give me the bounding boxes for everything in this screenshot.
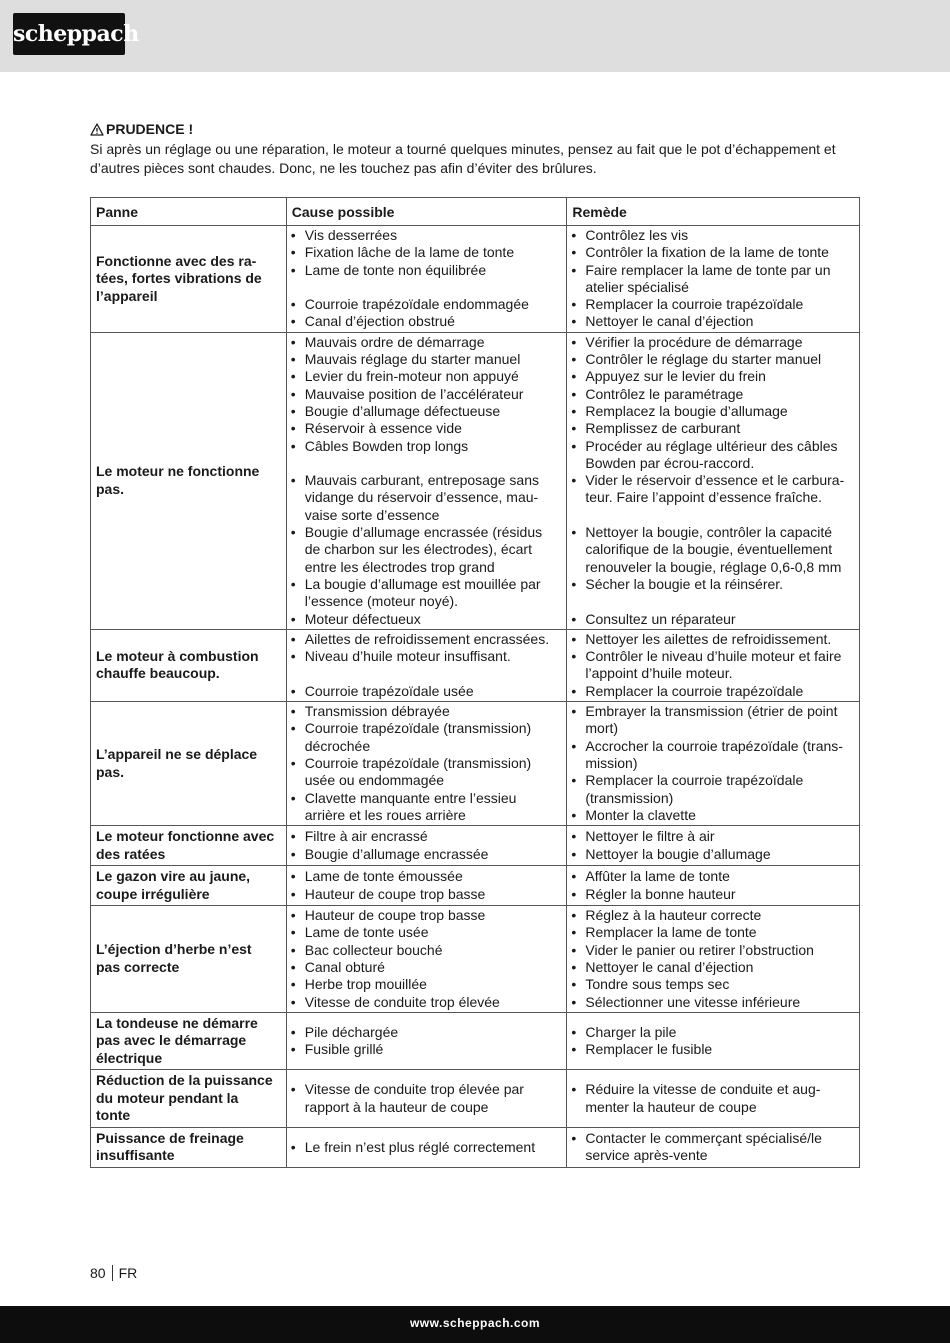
brand-name: scheppach [13, 21, 139, 47]
bullet-icon: • [290, 368, 296, 385]
item-text: Moteur défectueux [304, 610, 421, 627]
item-text: Le frein n’est plus réglé correctement [304, 1138, 536, 1155]
cause-item [291, 244, 563, 261]
fault-label: Fonctionne avec des ra- tées, fortes vibrations de l’appareil [96, 252, 262, 304]
item-text: Faire remplacer la lame de tonte par un atelier spécialisé [585, 261, 831, 295]
bullet-icon: • [571, 806, 577, 823]
cause-cell [286, 702, 567, 826]
bullet-icon: • [571, 868, 577, 885]
item-text: Vitesse de conduite trop élevée par rapport à la hauteur de coupe [304, 1081, 524, 1115]
bullet-icon: • [571, 1081, 577, 1098]
cause-item [291, 334, 563, 351]
table-row [91, 866, 860, 906]
fault-cell [91, 1127, 287, 1167]
list-spacer [291, 665, 563, 682]
item-text: Sélectionner une vitesse inférieure [585, 993, 801, 1010]
header-band [0, 0, 950, 72]
item-text: Transmission débrayée [304, 703, 450, 720]
caution-text: Si après un réglage ou une réparation, le moteur a tourné quelques minutes, pensez au fait que le pot d’échappement et d’autres pièces sont chaudes. Donc, ne les touchez pas afin d’éviter des brûlures. [90, 141, 836, 176]
cause-cell [286, 1070, 567, 1128]
cause-cell [286, 866, 567, 906]
remedy-item [571, 631, 855, 648]
fault-cell [91, 629, 287, 701]
list-spacer [571, 507, 855, 524]
remedy-item [571, 244, 855, 261]
remedy-item [571, 472, 855, 507]
remedy-item [571, 334, 855, 351]
item-text: Affûter la lame de tonte [585, 868, 730, 885]
bullet-icon: • [290, 845, 296, 862]
item-text: Lame de tonte usée [304, 924, 429, 941]
cause-item [291, 262, 563, 279]
bullet-icon: • [290, 1041, 296, 1058]
remedy-item [571, 772, 855, 807]
item-text: Embrayer la transmission (étrier de point mort) [585, 703, 838, 737]
page-number: 80 [90, 1265, 106, 1281]
list-spacer [291, 279, 563, 296]
bullet-icon: • [571, 772, 577, 789]
caution-block [90, 120, 865, 178]
warning-triangle-icon [90, 123, 104, 136]
cause-item [291, 683, 563, 700]
cause-item [291, 703, 563, 720]
item-text: Remplacer la courroie trapézoïdale (transmission) [585, 772, 804, 806]
bullet-icon: • [290, 630, 296, 647]
table-row [91, 1070, 860, 1128]
remedy-item [571, 1024, 855, 1041]
bullet-icon: • [290, 682, 296, 699]
remedy-item [571, 886, 855, 903]
bullet-icon: • [571, 385, 577, 402]
remedy-item [571, 368, 855, 385]
item-text: Nettoyer le filtre à air [585, 828, 715, 845]
table-row [91, 332, 860, 629]
item-text: Charger la pile [585, 1023, 677, 1040]
table-header-row [91, 198, 860, 226]
remedy-item [571, 420, 855, 437]
fault-label: L’appareil ne se déplace pas. [96, 746, 258, 780]
brand-logo [13, 13, 139, 55]
cause-item [291, 755, 563, 790]
remedy-item [571, 648, 855, 683]
fault-label: Le gazon vire au jaune, coupe irrégulière [96, 868, 251, 902]
cause-item [291, 1041, 563, 1058]
bullet-icon: • [571, 630, 577, 647]
item-text: Vitesse de conduite trop élevée [304, 993, 500, 1010]
fault-cell [91, 1012, 287, 1070]
remedy-item [571, 386, 855, 403]
fault-cell [91, 332, 287, 629]
bullet-icon: • [571, 402, 577, 419]
remedy-item [571, 959, 855, 976]
bullet-icon: • [290, 437, 296, 454]
bullet-icon: • [290, 333, 296, 350]
item-text: Hauteur de coupe trop basse [304, 885, 486, 902]
remedy-item [571, 828, 855, 845]
cause-item [291, 720, 563, 755]
bullet-icon: • [571, 993, 577, 1010]
bullet-icon: • [571, 420, 577, 437]
caution-heading [90, 120, 865, 138]
bullet-icon: • [290, 313, 296, 330]
table-row [91, 702, 860, 826]
fault-label: L’éjection d’herbe n’est pas correcte [96, 941, 252, 975]
item-text: Remplacer le fusible [585, 1041, 713, 1058]
item-text: Réduire la vitesse de conduite et aug- menter la hauteur de coupe [585, 1081, 821, 1115]
item-text: Vider le panier ou retirer l’obstruction [585, 941, 814, 958]
item-text: Consultez un réparateur [585, 610, 736, 627]
item-text: Vider le réservoir d’essence et le carbura- teur. Faire l’appoint d’essence fraîche. [585, 472, 845, 506]
item-text: Canal d’éjection obstrué [304, 313, 455, 330]
cause-item [291, 576, 563, 611]
cause-item [291, 386, 563, 403]
item-text: Contrôlez le paramétrage [585, 385, 744, 402]
remedy-item [571, 703, 855, 738]
fault-label: Le moteur fonctionne avec des ratées [96, 828, 275, 862]
item-text: Remplacer la lame de tonte [585, 924, 757, 941]
fault-cell [91, 226, 287, 333]
cause-item [291, 420, 563, 437]
cause-cell [286, 826, 567, 866]
item-text: Canal obturé [304, 958, 385, 975]
fault-label: Puissance de freinage insuffisante [96, 1129, 244, 1164]
bullet-icon: • [290, 385, 296, 402]
remedy-cell [567, 1127, 860, 1167]
item-text: Courroie trapézoïdale usée [304, 682, 474, 699]
bullet-icon: • [571, 885, 577, 902]
fault-label: Réduction de la puissance du moteur pendant la tonte [96, 1072, 273, 1124]
cause-item [291, 959, 563, 976]
item-text: Courroie trapézoïdale (transmission) décrochée [304, 720, 532, 754]
item-text: Bougie d’allumage encrassée [304, 845, 489, 862]
item-text: Réglez à la hauteur correcte [585, 907, 762, 924]
item-text: Appuyez sur le levier du frein [585, 368, 766, 385]
cause-item [291, 351, 563, 368]
bullet-icon: • [290, 1081, 296, 1098]
bullet-icon: • [290, 993, 296, 1010]
item-text: Bougie d’allumage encrassée (résidus de charbon sur les électrodes), écart entre les électrodes trop grand [304, 524, 543, 575]
item-text: Contrôler le réglage du starter manuel [585, 351, 822, 368]
remedy-cell [567, 332, 860, 629]
bullet-icon: • [571, 437, 577, 454]
item-text: Procéder au réglage ultérieur des câbles Bowden par écrou-raccord. [585, 437, 838, 471]
item-text: Réservoir à essence vide [304, 420, 462, 437]
bullet-icon: • [571, 575, 577, 592]
footer-separator [112, 1265, 113, 1281]
remedy-item [571, 924, 855, 941]
item-text: Contrôlez les vis [585, 227, 689, 243]
remedy-item [571, 976, 855, 993]
bullet-icon: • [290, 261, 296, 278]
remedy-item [571, 524, 855, 576]
item-text: Régler la bonne hauteur [585, 885, 736, 902]
item-text: Fixation lâche de la lame de tonte [304, 244, 515, 261]
fault-cell [91, 866, 287, 906]
item-text: Tondre sous temps sec [585, 976, 730, 993]
bullet-icon: • [290, 907, 296, 924]
bullet-icon: • [571, 368, 577, 385]
cause-item [291, 403, 563, 420]
bullet-icon: • [571, 296, 577, 313]
website-link[interactable]: www.scheppach.com [409, 1316, 541, 1330]
cause-item [291, 868, 563, 885]
bullet-icon: • [571, 351, 577, 368]
cause-item [291, 1139, 563, 1156]
bullet-icon: • [290, 296, 296, 313]
item-text: Accrocher la courroie trapézoïdale (trans- mission) [585, 737, 843, 771]
cause-item [291, 472, 563, 524]
bullet-icon: • [571, 1023, 577, 1040]
remedy-item [571, 438, 855, 473]
item-text: Courroie trapézoïdale (transmission) usée ou endommagée [304, 754, 532, 789]
bullet-icon: • [290, 976, 296, 993]
bullet-icon: • [571, 244, 577, 261]
cause-cell [286, 906, 567, 1013]
item-text: Vérifier la procédure de démarrage [585, 333, 803, 350]
cause-cell [286, 1012, 567, 1070]
bullet-icon: • [290, 610, 296, 627]
bullet-icon: • [571, 907, 577, 924]
bullet-icon: • [290, 244, 296, 261]
bullet-icon: • [290, 648, 296, 665]
bullet-icon: • [290, 958, 296, 975]
cause-cell [286, 1127, 567, 1167]
cause-item [291, 790, 563, 825]
item-text: Ailettes de refroidissement encrassées. [304, 630, 550, 647]
bullet-icon: • [290, 828, 296, 845]
item-text: Monter la clavette [585, 806, 696, 823]
item-text: Nettoyer la bougie d’allumage [585, 845, 771, 862]
cause-cell [286, 629, 567, 701]
item-text: Contrôler le niveau d’huile moteur et faire l’appoint d’huile moteur. [585, 648, 842, 682]
fault-cell [91, 1070, 287, 1128]
fault-label: La tondeuse ne démarre pas avec le démarrage électrique [96, 1014, 258, 1066]
bullet-icon: • [571, 333, 577, 350]
item-text: Levier du frein-moteur non appuyé [304, 368, 519, 385]
bullet-icon: • [290, 420, 296, 437]
item-text: Lame de tonte émoussée [304, 868, 463, 885]
page-footer [90, 1265, 137, 1281]
remedy-item [571, 683, 855, 700]
bullet-icon: • [290, 720, 296, 737]
remedy-item [571, 403, 855, 420]
remedy-cell [567, 826, 860, 866]
remedy-item [571, 296, 855, 313]
remedy-cell [567, 702, 860, 826]
item-text: Remplacer la courroie trapézoïdale [585, 682, 804, 699]
remedy-item [571, 994, 855, 1011]
bullet-icon: • [290, 1138, 296, 1155]
remedy-item [571, 313, 855, 330]
troubleshooting-table [90, 197, 860, 1168]
item-text: Contrôler la fixation de la lame de tonte [585, 244, 829, 261]
bullet-icon: • [290, 351, 296, 368]
item-text: Niveau d’huile moteur insuffisant. [304, 648, 511, 665]
cause-item [291, 524, 563, 576]
table-row [91, 826, 860, 866]
cause-cell [286, 332, 567, 629]
item-text: La bougie d’allumage est mouillée par l’essence (moteur noyé). [304, 575, 541, 610]
cause-item [291, 648, 563, 665]
bullet-icon: • [571, 924, 577, 941]
remedy-item [571, 227, 855, 244]
fault-cell [91, 826, 287, 866]
bullet-icon: • [290, 924, 296, 941]
bullet-icon: • [571, 845, 577, 862]
bullet-icon: • [571, 1041, 577, 1058]
cause-cell [286, 226, 567, 333]
fault-label: Le moteur ne fonctionne pas. [96, 463, 260, 497]
bullet-icon: • [571, 828, 577, 845]
table-row [91, 1127, 860, 1167]
cause-item [291, 1024, 563, 1041]
item-text: Vis desserrées [304, 227, 398, 243]
table-row [91, 906, 860, 1013]
remedy-item [571, 738, 855, 773]
table-row [91, 629, 860, 701]
bullet-icon: • [571, 313, 577, 330]
item-text: Mauvaise position de l’accélérateur [304, 385, 524, 402]
language-code: FR [118, 1265, 138, 1281]
bullet-icon: • [571, 472, 577, 489]
bullet-icon: • [290, 1023, 296, 1040]
remedy-item [571, 846, 855, 863]
remedy-cell [567, 906, 860, 1013]
cause-item [291, 313, 563, 330]
bullet-icon: • [571, 737, 577, 754]
item-text: Nettoyer le canal d’éjection [585, 958, 754, 975]
item-text: Bougie d’allumage défectueuse [304, 402, 501, 419]
remedy-cell [567, 1012, 860, 1070]
bullet-icon: • [290, 524, 296, 541]
item-text: Mauvais ordre de démarrage [304, 333, 485, 350]
item-text: Pile déchargée [304, 1023, 399, 1040]
bullet-icon: • [571, 610, 577, 627]
remedy-cell [567, 226, 860, 333]
header-remedy: Remède [567, 198, 860, 226]
item-text: Herbe trop mouillée [304, 976, 427, 993]
table-row [91, 226, 860, 333]
item-text: Sécher la bougie et la réinsérer. [585, 575, 784, 592]
bullet-icon: • [571, 261, 577, 278]
bullet-icon: • [571, 703, 577, 720]
bullet-icon: • [571, 524, 577, 541]
remedy-item [571, 1041, 855, 1058]
cause-item [291, 368, 563, 385]
header-fault: Panne [91, 198, 287, 226]
cause-item [291, 296, 563, 313]
bullet-icon: • [290, 227, 296, 243]
bullet-icon: • [571, 941, 577, 958]
remedy-item [571, 611, 855, 628]
remedy-item [571, 1130, 855, 1165]
cause-item [291, 924, 563, 941]
item-text: Mauvais réglage du starter manuel [304, 351, 521, 368]
cause-item [291, 907, 563, 924]
item-text: Bac collecteur bouché [304, 941, 443, 958]
bullet-icon: • [290, 402, 296, 419]
bullet-icon: • [571, 1130, 577, 1147]
item-text: Fusible grillé [304, 1041, 384, 1058]
list-spacer [291, 455, 563, 472]
fault-cell [91, 906, 287, 1013]
remedy-item [571, 868, 855, 885]
cause-item [291, 227, 563, 244]
bullet-icon: • [571, 976, 577, 993]
bullet-icon: • [290, 941, 296, 958]
bullet-icon: • [290, 885, 296, 902]
remedy-item [571, 262, 855, 297]
bullet-icon: • [290, 789, 296, 806]
cause-item [291, 942, 563, 959]
item-text: Mauvais carburant, entreposage sans vidange du réservoir d’essence, mau- vaise sorte d’essence [304, 472, 539, 523]
bullet-icon: • [571, 227, 577, 243]
cause-item [291, 846, 563, 863]
cause-item [291, 611, 563, 628]
item-text: Remplacer la courroie trapézoïdale [585, 296, 804, 313]
bullet-icon: • [290, 868, 296, 885]
bullet-icon: • [290, 575, 296, 592]
bullet-icon: • [571, 648, 577, 665]
list-spacer [571, 593, 855, 610]
bullet-icon: • [290, 754, 296, 771]
cause-item [291, 438, 563, 455]
header-cause: Cause possible [286, 198, 567, 226]
cause-item [291, 828, 563, 845]
bullet-icon: • [571, 682, 577, 699]
table-row [91, 1012, 860, 1070]
item-text: Remplissez de carburant [585, 420, 741, 437]
item-text: Nettoyer le canal d’éjection [585, 313, 754, 330]
bullet-icon: • [290, 703, 296, 720]
item-text: Contacter le commerçant spécialisé/le service après-vente [585, 1130, 822, 1164]
remedy-item [571, 1081, 855, 1116]
bullet-icon: • [290, 472, 296, 489]
remedy-item [571, 351, 855, 368]
item-text: Courroie trapézoïdale endommagée [304, 296, 529, 313]
cause-item [291, 1081, 563, 1116]
cause-item [291, 994, 563, 1011]
remedy-cell [567, 1070, 860, 1128]
cause-item [291, 886, 563, 903]
bullet-icon: • [571, 958, 577, 975]
cause-item [291, 976, 563, 993]
item-text: Clavette manquante entre l’essieu arrière et les roues arrière [304, 789, 517, 823]
item-text: Nettoyer les ailettes de refroidissement. [585, 630, 832, 647]
remedy-item [571, 807, 855, 824]
caution-title: PRUDENCE ! [106, 121, 194, 137]
remedy-item [571, 576, 855, 593]
cause-item [291, 631, 563, 648]
fault-cell [91, 702, 287, 826]
remedy-item [571, 942, 855, 959]
remedy-cell [567, 866, 860, 906]
item-text: Lame de tonte non équilibrée [304, 261, 487, 278]
remedy-item [571, 907, 855, 924]
remedy-cell [567, 629, 860, 701]
item-text: Remplacez la bougie d’allumage [585, 402, 788, 419]
item-text: Filtre à air encrassé [304, 828, 428, 845]
item-text: Nettoyer la bougie, contrôler la capacité calorifique de la bougie, éventuellement renouveler la bougie, réglage 0,6-0,8 mm [585, 524, 842, 575]
item-text: Câbles Bowden trop longs [304, 437, 469, 454]
fault-label: Le moteur à combustion chauffe beaucoup. [96, 647, 259, 682]
item-text: Hauteur de coupe trop basse [304, 907, 486, 924]
